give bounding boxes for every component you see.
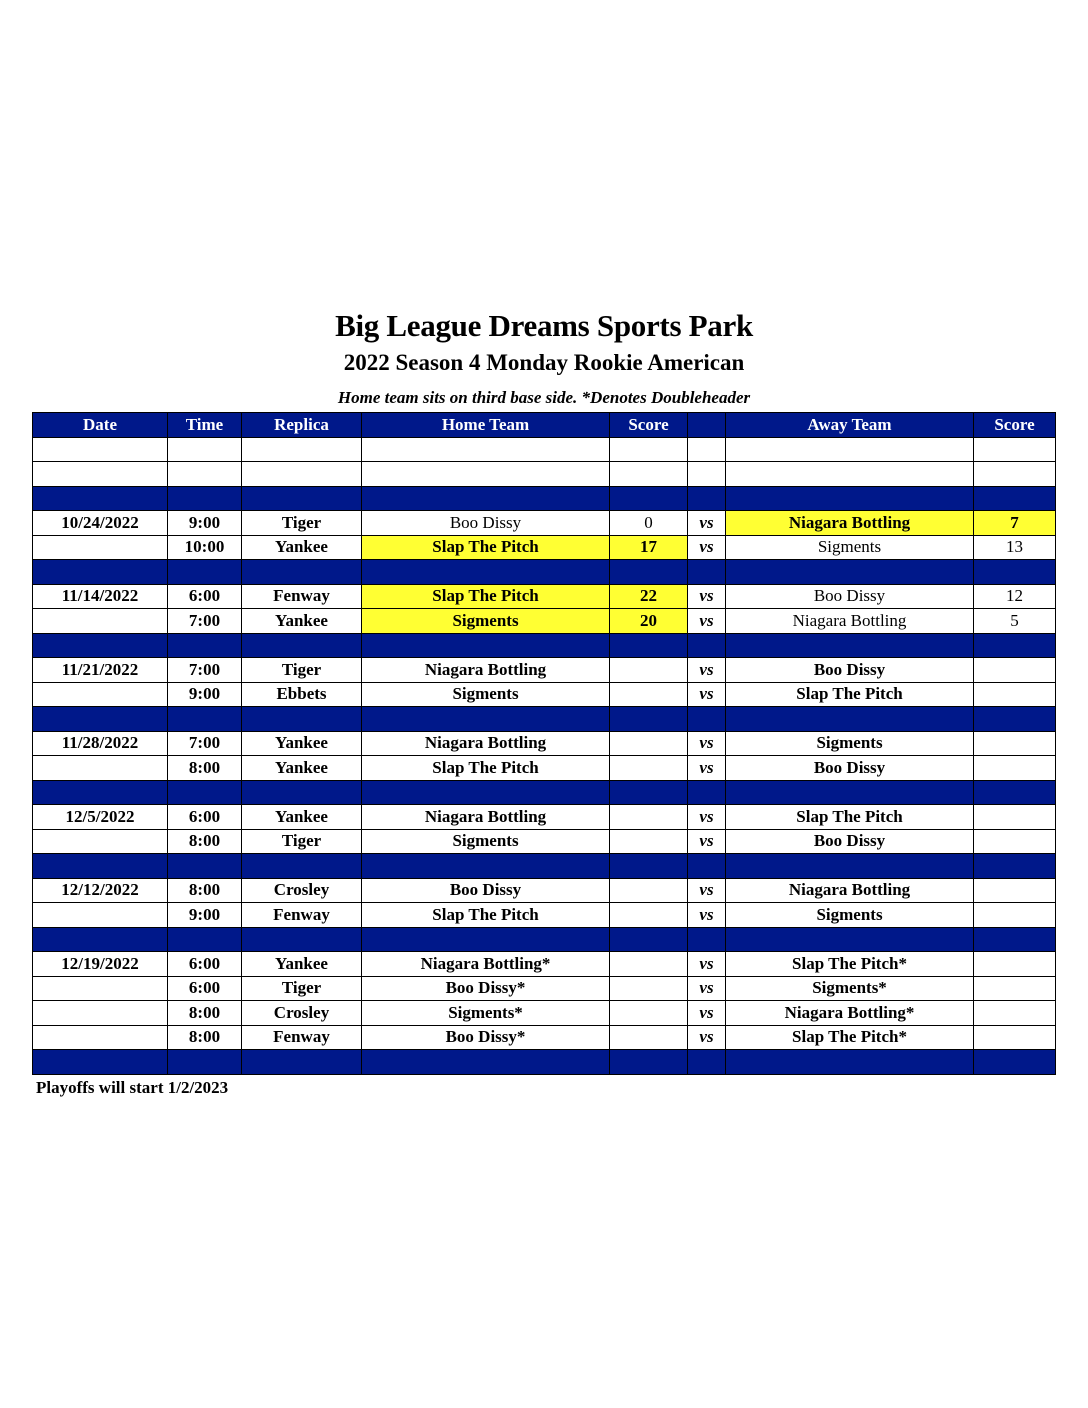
separator-cell (974, 927, 1056, 952)
home-team-cell: Sigments* (362, 1001, 610, 1026)
vs-cell: vs (688, 511, 726, 536)
separator-cell (33, 927, 168, 952)
blank-cell (974, 462, 1056, 487)
game-row (33, 658, 1056, 683)
home-team-cell: Niagara Bottling (362, 731, 610, 756)
date-cell (33, 609, 168, 634)
blank-cell (362, 462, 610, 487)
separator-cell (242, 486, 362, 511)
playoffs-note: Playoffs will start 1/2/2023 (36, 1078, 229, 1097)
separator-cell (726, 633, 974, 658)
away-team-cell: Boo Dissy (726, 756, 974, 781)
separator-cell (688, 1050, 726, 1075)
date-cell (33, 903, 168, 928)
home-score-cell (610, 731, 688, 756)
table-header-row (33, 413, 1056, 438)
vs-cell: vs (688, 731, 726, 756)
date-cell: 10/24/2022 (33, 511, 168, 536)
time-cell: 8:00 (168, 1025, 242, 1050)
blank-cell (726, 437, 974, 462)
separator-cell (242, 707, 362, 732)
blank-cell (33, 437, 168, 462)
date-cell (33, 535, 168, 560)
home-team-cell: Sigments (362, 609, 610, 634)
column-header-home-score: Score (610, 413, 688, 438)
away-score-cell (974, 731, 1056, 756)
home-team-cell: Slap The Pitch (362, 756, 610, 781)
time-cell: 7:00 (168, 731, 242, 756)
separator-cell (362, 780, 610, 805)
blank-cell (688, 462, 726, 487)
separator-cell (726, 1050, 974, 1075)
game-row (33, 1001, 1056, 1026)
away-team-cell: Slap The Pitch (726, 805, 974, 830)
game-row (33, 952, 1056, 977)
vs-cell: vs (688, 756, 726, 781)
schedule-table (32, 412, 1056, 1075)
home-team-cell: Slap The Pitch (362, 535, 610, 560)
time-cell: 10:00 (168, 535, 242, 560)
time-cell: 9:00 (168, 511, 242, 536)
away-score-cell: 13 (974, 535, 1056, 560)
separator-cell (974, 707, 1056, 732)
away-score-cell (974, 658, 1056, 683)
replica-cell: Tiger (242, 658, 362, 683)
column-header-home-team: Home Team (362, 413, 610, 438)
replica-cell: Yankee (242, 535, 362, 560)
vs-cell: vs (688, 903, 726, 928)
time-cell: 7:00 (168, 658, 242, 683)
time-cell: 6:00 (168, 976, 242, 1001)
vs-cell: vs (688, 584, 726, 609)
separator-cell (362, 927, 610, 952)
separator-cell (688, 780, 726, 805)
separator-cell (688, 854, 726, 879)
separator-cell (33, 486, 168, 511)
replica-cell: Tiger (242, 829, 362, 854)
separator-cell (362, 560, 610, 585)
home-team-cell: Boo Dissy* (362, 1025, 610, 1050)
separator-cell (610, 486, 688, 511)
home-team-cell: Niagara Bottling (362, 805, 610, 830)
replica-cell: Yankee (242, 609, 362, 634)
game-row (33, 976, 1056, 1001)
home-score-cell (610, 1025, 688, 1050)
separator-cell (242, 927, 362, 952)
separator-cell (688, 927, 726, 952)
time-cell: 9:00 (168, 903, 242, 928)
date-cell: 11/28/2022 (33, 731, 168, 756)
game-row (33, 731, 1056, 756)
replica-cell: Fenway (242, 903, 362, 928)
date-cell: 11/21/2022 (33, 658, 168, 683)
separator-row (33, 1050, 1056, 1075)
game-row (33, 756, 1056, 781)
home-score-cell (610, 878, 688, 903)
home-team-cell: Slap The Pitch (362, 584, 610, 609)
home-score-cell (610, 756, 688, 781)
home-team-cell: Sigments (362, 682, 610, 707)
separator-cell (33, 707, 168, 732)
separator-cell (610, 854, 688, 879)
separator-cell (362, 633, 610, 658)
blank-cell (33, 462, 168, 487)
away-team-cell: Niagara Bottling (726, 511, 974, 536)
vs-cell: vs (688, 878, 726, 903)
home-score-cell: 20 (610, 609, 688, 634)
date-cell (33, 1001, 168, 1026)
separator-row (33, 633, 1056, 658)
column-header-vs (688, 413, 726, 438)
separator-cell (610, 927, 688, 952)
home-score-cell (610, 1001, 688, 1026)
separator-cell (168, 633, 242, 658)
away-team-cell: Niagara Bottling* (726, 1001, 974, 1026)
time-cell: 8:00 (168, 829, 242, 854)
away-team-cell: Niagara Bottling (726, 878, 974, 903)
schedule-note: Home team sits on third base side. *Denotes Doubleheader (337, 388, 751, 407)
home-score-cell (610, 976, 688, 1001)
separator-cell (974, 560, 1056, 585)
separator-cell (168, 707, 242, 732)
separator-cell (974, 854, 1056, 879)
blank-cell (168, 437, 242, 462)
separator-cell (242, 780, 362, 805)
separator-cell (688, 633, 726, 658)
vs-cell: vs (688, 535, 726, 560)
away-score-cell: 12 (974, 584, 1056, 609)
vs-cell: vs (688, 609, 726, 634)
separator-cell (242, 854, 362, 879)
home-score-cell (610, 682, 688, 707)
separator-cell (168, 927, 242, 952)
separator-row (33, 854, 1056, 879)
replica-cell: Fenway (242, 1025, 362, 1050)
separator-cell (610, 560, 688, 585)
blank-row (33, 462, 1056, 487)
game-row (33, 1025, 1056, 1050)
replica-cell: Ebbets (242, 682, 362, 707)
home-score-cell: 22 (610, 584, 688, 609)
away-team-cell: Slap The Pitch* (726, 952, 974, 977)
time-cell: 8:00 (168, 1001, 242, 1026)
separator-cell (168, 486, 242, 511)
away-score-cell (974, 903, 1056, 928)
separator-cell (33, 633, 168, 658)
separator-cell (726, 560, 974, 585)
home-score-cell (610, 829, 688, 854)
blank-row (33, 437, 1056, 462)
column-header-away-score: Score (974, 413, 1056, 438)
separator-cell (610, 1050, 688, 1075)
game-row (33, 829, 1056, 854)
away-team-cell: Sigments* (726, 976, 974, 1001)
blank-cell (726, 462, 974, 487)
home-score-cell (610, 805, 688, 830)
away-team-cell: Slap The Pitch* (726, 1025, 974, 1050)
away-score-cell (974, 878, 1056, 903)
vs-cell: vs (688, 976, 726, 1001)
vs-cell: vs (688, 682, 726, 707)
separator-cell (242, 633, 362, 658)
separator-cell (688, 560, 726, 585)
separator-cell (362, 707, 610, 732)
replica-cell: Tiger (242, 976, 362, 1001)
home-team-cell: Boo Dissy* (362, 976, 610, 1001)
vs-cell: vs (688, 1001, 726, 1026)
home-score-cell: 17 (610, 535, 688, 560)
away-team-cell: Sigments (726, 535, 974, 560)
separator-cell (974, 633, 1056, 658)
game-row (33, 878, 1056, 903)
time-cell: 8:00 (168, 756, 242, 781)
vs-cell: vs (688, 805, 726, 830)
separator-cell (168, 1050, 242, 1075)
home-score-cell (610, 952, 688, 977)
separator-cell (610, 780, 688, 805)
separator-row (33, 927, 1056, 952)
separator-row (33, 486, 1056, 511)
home-team-cell: Niagara Bottling (362, 658, 610, 683)
vs-cell: vs (688, 1025, 726, 1050)
blank-cell (610, 462, 688, 487)
separator-row (33, 707, 1056, 732)
away-score-cell: 5 (974, 609, 1056, 634)
away-team-cell: Boo Dissy (726, 829, 974, 854)
page-subtitle: 2022 Season 4 Monday Rookie American (343, 350, 745, 375)
vs-cell: vs (688, 829, 726, 854)
away-score-cell (974, 829, 1056, 854)
home-score-cell: 0 (610, 511, 688, 536)
separator-cell (168, 780, 242, 805)
home-team-cell: Sigments (362, 829, 610, 854)
home-team-cell: Slap The Pitch (362, 903, 610, 928)
column-header-time: Time (168, 413, 242, 438)
separator-cell (362, 1050, 610, 1075)
vs-cell: vs (688, 658, 726, 683)
separator-cell (974, 486, 1056, 511)
date-cell (33, 976, 168, 1001)
column-header-away-team: Away Team (726, 413, 974, 438)
game-row (33, 609, 1056, 634)
replica-cell: Yankee (242, 952, 362, 977)
game-row (33, 511, 1056, 536)
away-score-cell (974, 1001, 1056, 1026)
separator-cell (33, 854, 168, 879)
game-row (33, 805, 1056, 830)
separator-cell (168, 854, 242, 879)
separator-cell (610, 707, 688, 732)
separator-cell (974, 780, 1056, 805)
time-cell: 6:00 (168, 805, 242, 830)
away-score-cell (974, 952, 1056, 977)
separator-cell (242, 1050, 362, 1075)
away-team-cell: Boo Dissy (726, 584, 974, 609)
away-team-cell: Niagara Bottling (726, 609, 974, 634)
schedule-body (33, 437, 1056, 1074)
separator-cell (726, 854, 974, 879)
replica-cell: Yankee (242, 731, 362, 756)
replica-cell: Yankee (242, 805, 362, 830)
separator-cell (726, 780, 974, 805)
away-team-cell: Sigments (726, 731, 974, 756)
home-score-cell (610, 658, 688, 683)
separator-cell (688, 486, 726, 511)
replica-cell: Fenway (242, 584, 362, 609)
separator-cell (33, 1050, 168, 1075)
separator-row (33, 780, 1056, 805)
separator-cell (168, 560, 242, 585)
away-team-cell: Slap The Pitch (726, 682, 974, 707)
separator-cell (362, 486, 610, 511)
blank-cell (610, 437, 688, 462)
away-score-cell (974, 1025, 1056, 1050)
date-cell: 12/5/2022 (33, 805, 168, 830)
home-team-cell: Niagara Bottling* (362, 952, 610, 977)
away-score-cell (974, 756, 1056, 781)
home-team-cell: Boo Dissy (362, 878, 610, 903)
separator-cell (610, 633, 688, 658)
page-title: Big League Dreams Sports Park (335, 308, 753, 343)
blank-cell (974, 437, 1056, 462)
separator-cell (726, 927, 974, 952)
home-score-cell (610, 903, 688, 928)
away-score-cell (974, 976, 1056, 1001)
separator-row (33, 560, 1056, 585)
replica-cell: Crosley (242, 878, 362, 903)
separator-cell (726, 486, 974, 511)
time-cell: 9:00 (168, 682, 242, 707)
home-team-cell: Boo Dissy (362, 511, 610, 536)
replica-cell: Tiger (242, 511, 362, 536)
away-score-cell (974, 682, 1056, 707)
separator-cell (33, 560, 168, 585)
time-cell: 8:00 (168, 878, 242, 903)
blank-cell (242, 462, 362, 487)
away-team-cell: Sigments (726, 903, 974, 928)
blank-cell (242, 437, 362, 462)
blank-cell (168, 462, 242, 487)
separator-cell (974, 1050, 1056, 1075)
blank-cell (688, 437, 726, 462)
time-cell: 6:00 (168, 952, 242, 977)
away-score-cell (974, 805, 1056, 830)
date-cell: 12/12/2022 (33, 878, 168, 903)
date-cell (33, 682, 168, 707)
date-cell: 11/14/2022 (33, 584, 168, 609)
separator-cell (688, 707, 726, 732)
replica-cell: Crosley (242, 1001, 362, 1026)
game-row (33, 535, 1056, 560)
separator-cell (242, 560, 362, 585)
separator-cell (362, 854, 610, 879)
date-cell: 12/19/2022 (33, 952, 168, 977)
away-score-cell: 7 (974, 511, 1056, 536)
date-cell (33, 829, 168, 854)
time-cell: 6:00 (168, 584, 242, 609)
away-team-cell: Boo Dissy (726, 658, 974, 683)
separator-cell (726, 707, 974, 732)
game-row (33, 584, 1056, 609)
separator-cell (33, 780, 168, 805)
date-cell (33, 756, 168, 781)
date-cell (33, 1025, 168, 1050)
blank-cell (362, 437, 610, 462)
time-cell: 7:00 (168, 609, 242, 634)
column-header-replica: Replica (242, 413, 362, 438)
replica-cell: Yankee (242, 756, 362, 781)
vs-cell: vs (688, 952, 726, 977)
game-row (33, 682, 1056, 707)
column-header-date: Date (33, 413, 168, 438)
game-row (33, 903, 1056, 928)
